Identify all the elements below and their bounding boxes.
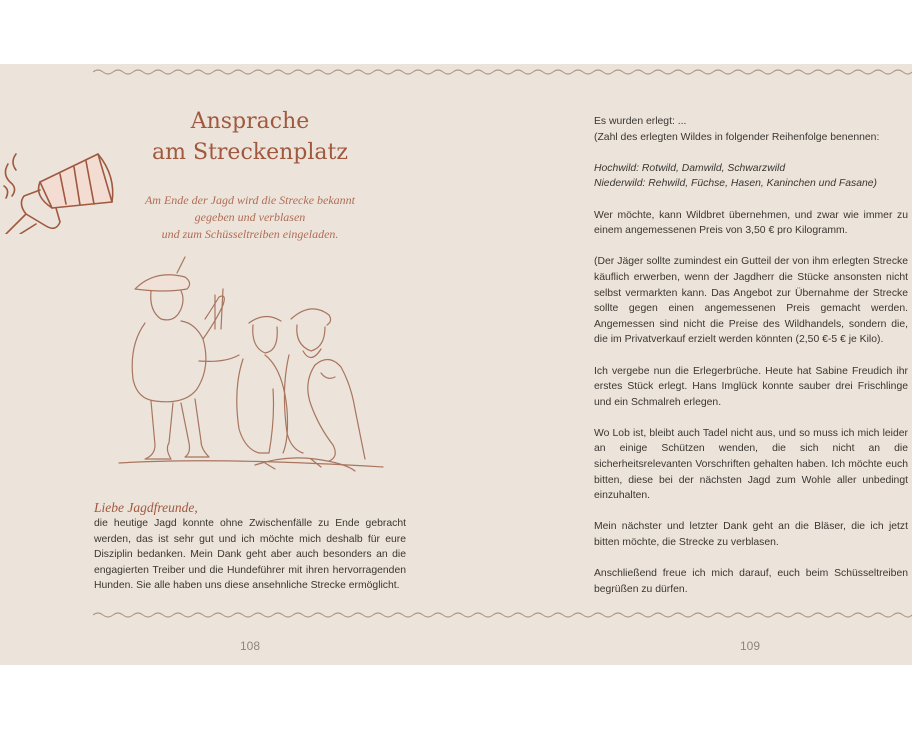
- greeting-heading: Liebe Jagdfreunde,: [94, 500, 198, 515]
- page-number-right: 109: [740, 639, 761, 653]
- left-body-text: die heutige Jagd konnte ohne Zwischenfälle zu Ende gebracht werden, das ist sehr gut und ich möchte mich deshalb für eure Disziplin bedanken. Mein Dank geht aber auch besonders an die engagierten Treiber und die Hundeführer mit ihren hervorragenden Hunden. Sie alle haben uns diese ansehnliche Strecke ermöglicht.: [94, 518, 406, 592]
- erlegt-instruction: (Zahl des erlegten Wildes in folgender Reihenfolge benennen:: [594, 131, 880, 143]
- bottom-wavy-divider: [93, 610, 912, 620]
- book-spread: [0, 64, 912, 665]
- hunters-with-dog-illustration: [115, 249, 385, 474]
- blaeser-paragraph: Mein nächster und letzter Dank geht an die Bläser, die ich jetzt bitten möchte, die Strecke zu verblasen.: [594, 521, 908, 549]
- right-column: [594, 114, 908, 613]
- hochwild-line: Hochwild: Rotwild, Damwild, Schwarzwild: [594, 162, 786, 174]
- page-subtitle: Am Ende der Jagd wird die Strecke bekannt gegeben und verblasen und zum Schüsseltreiben eingeladen.: [144, 193, 356, 241]
- erlegerbrueche-paragraph: Ich vergebe nun die Erlegerbrüche. Heute hat Sabine Freudich ihr erstes Stück erlegt. Hans Imglück konnte sauber drei Frischlinge und ein Schmalreh erlegen.: [594, 365, 908, 408]
- megaphone-hand-icon: [0, 104, 120, 234]
- top-wavy-divider: [93, 67, 912, 77]
- tadel-paragraph: Wo Lob ist, bleibt auch Tadel nicht aus, und so muss ich mich leider an einige Schützen wenden, die sich nicht an die sicherheitsrelevanten Vorschriften gehalten haben. Ich möchte euch bitten, diese bei der nächsten Jagd zum Wohle aller unbedingt einzuhalten.: [594, 427, 908, 502]
- page-title: Ansprache am Streckenplatz: [152, 109, 348, 165]
- wildbret-paragraph: Wer möchte, kann Wildbret übernehmen, und zwar wie immer zu einem angemessenen Preis von 3,50 € pro Kilogramm.: [594, 209, 908, 237]
- page-number-left: 108: [240, 639, 261, 653]
- schuesseltreiben-paragraph: Anschließend freue ich mich darauf, euch beim Schüsseltreiben begrüßen zu dürfen.: [594, 568, 908, 595]
- erlegt-line: Es wurden erlegt: ...: [594, 116, 687, 127]
- jaeger-note-paragraph: (Der Jäger sollte zumindest ein Gutteil der von ihm erlegten Strecke käuflich erwerben, wenn der Jagdherr die Stücke ansonsten nicht selbst vermarkten kann. Das Angebot zur Übernahme der Strecke sollte gegen einen angemessenen Preis gemacht werden. Angemessen sind nicht die Preise des Wildhandels, sondern die, die im Privatverkauf erzielt werden könnten (2,50 €-5 € je Kilo).: [594, 256, 908, 346]
- niederwild-line: Niederwild: Rehwild, Füchse, Hasen, Kaninchen und Fasane): [594, 178, 878, 190]
